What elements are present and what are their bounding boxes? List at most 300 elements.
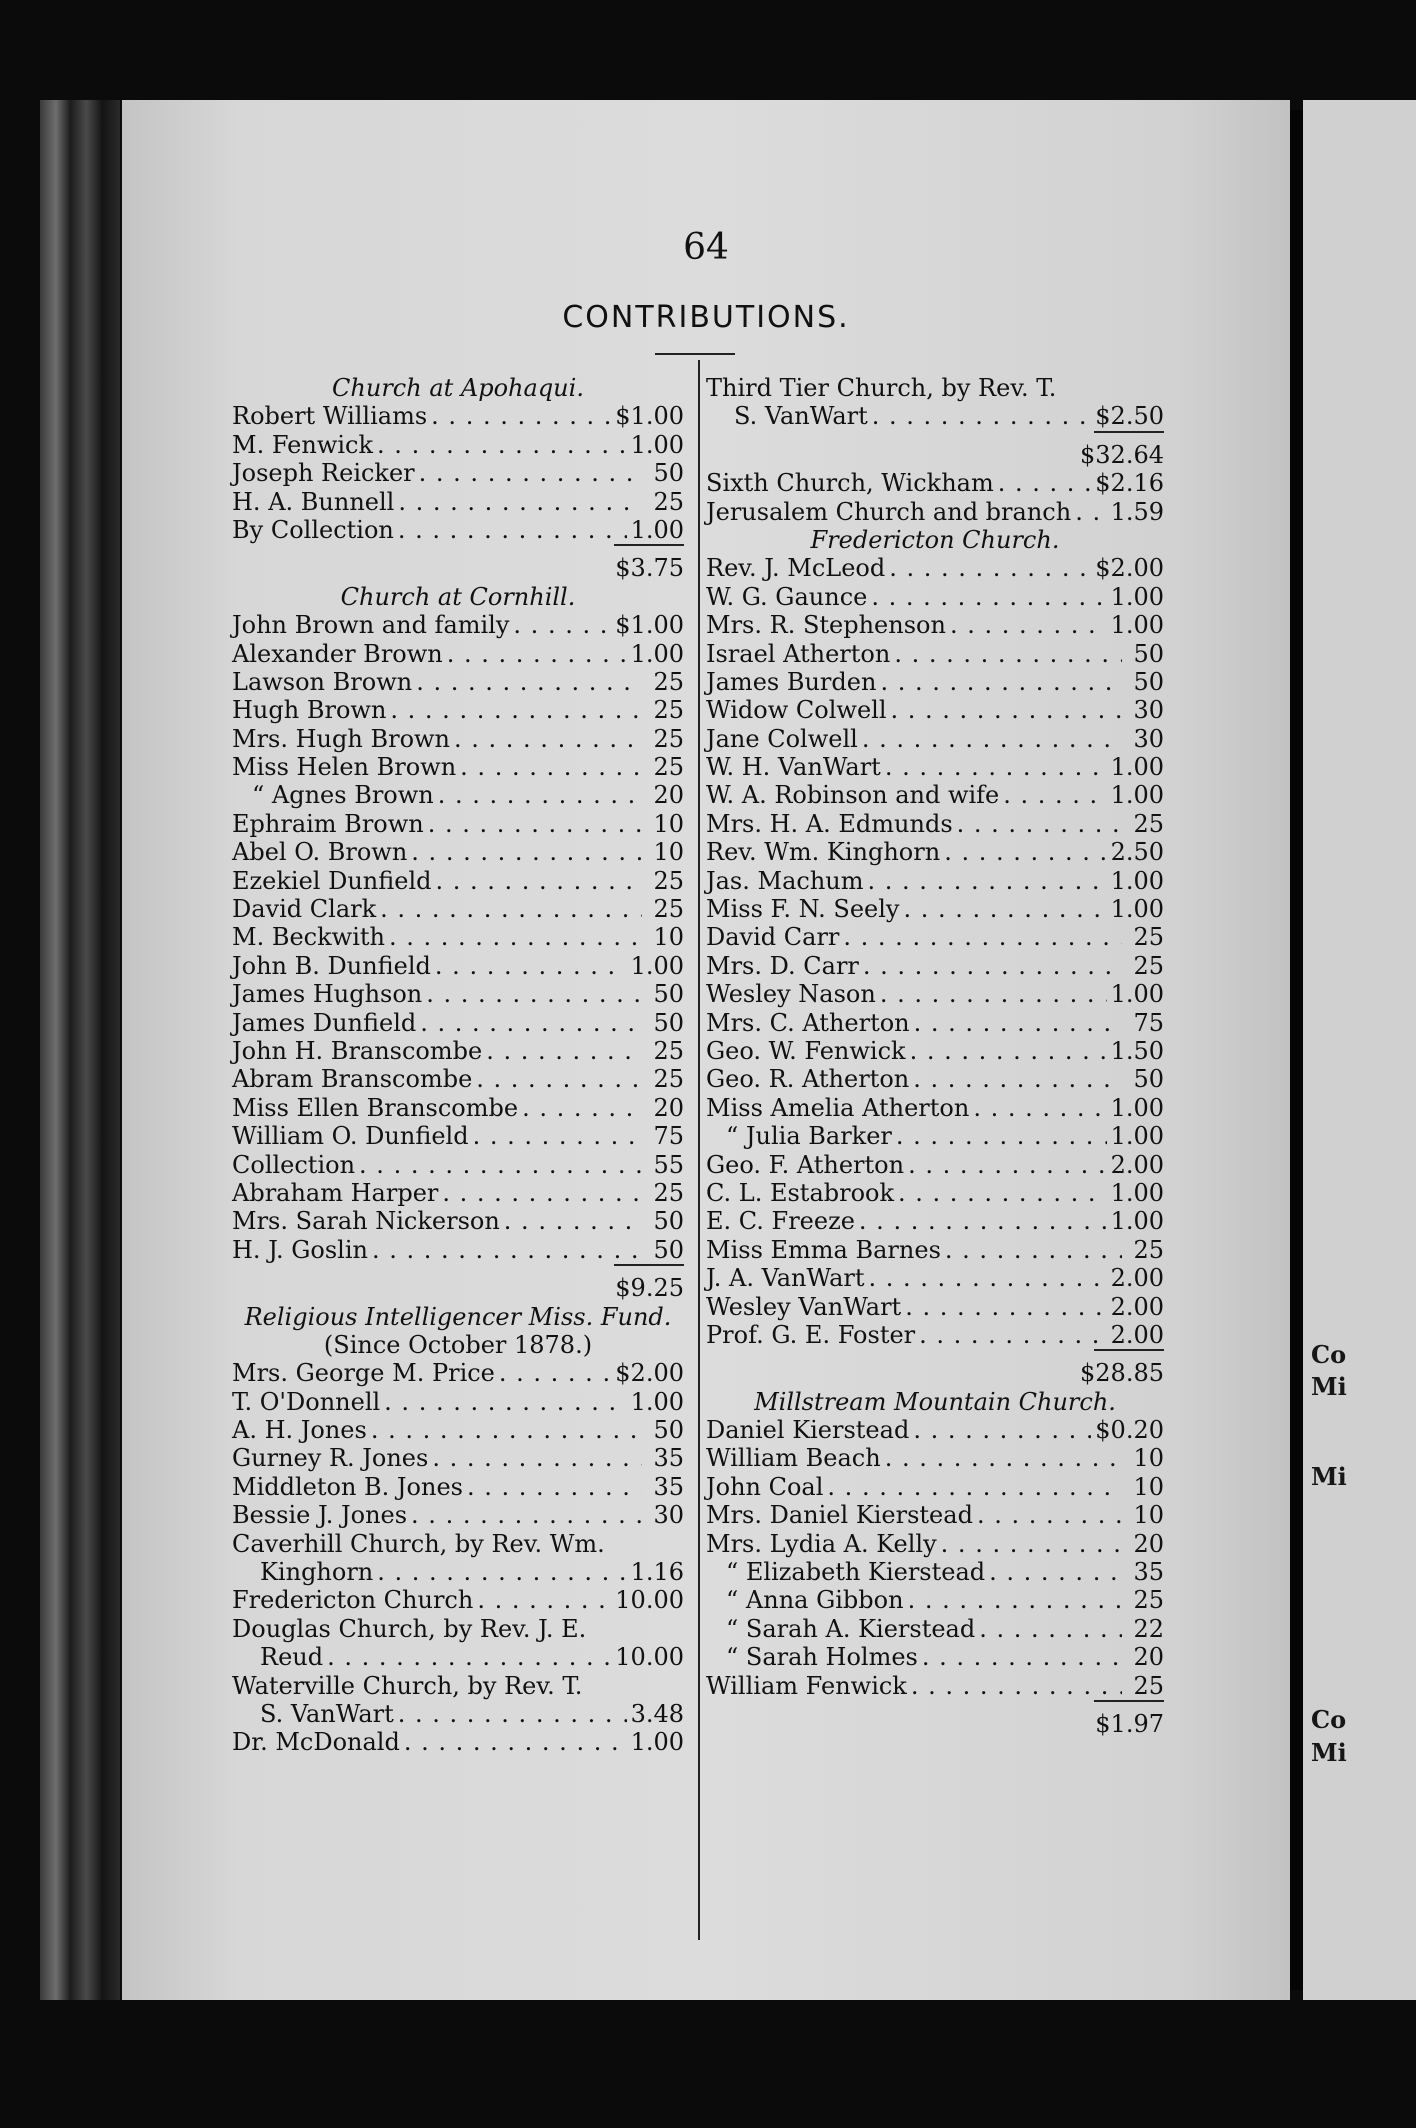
item-name: Abel O. Brown <box>232 838 408 867</box>
item-name: Miss Emma Barnes <box>706 1235 941 1264</box>
item-amount: 22 <box>1133 1614 1164 1643</box>
item-amount: 1.00 <box>1110 980 1164 1009</box>
item-name: J. A. VanWart <box>706 1264 865 1293</box>
column-divider <box>698 360 700 1940</box>
item-name: Israel Atherton <box>706 639 891 668</box>
apohaqui-total-rule <box>614 544 684 554</box>
leader-dots <box>945 1236 1122 1264</box>
item-amount: 25 <box>653 724 684 753</box>
leader-dots <box>871 583 1106 611</box>
leader-dots <box>905 1293 1106 1321</box>
item-amount: 50 <box>653 1235 684 1264</box>
list-item <box>706 1672 1164 1700</box>
leader-dots <box>891 696 1123 724</box>
list-item <box>706 1293 1164 1321</box>
leader-dots <box>436 867 643 895</box>
list-item <box>706 554 1164 582</box>
item-amount: 1.00 <box>630 430 684 459</box>
leader-dots <box>910 1037 1107 1065</box>
list-item <box>232 923 684 951</box>
item-name: Douglas Church, by Rev. J. E. <box>232 1614 587 1643</box>
item-name: Third Tier Church, by Rev. T. <box>706 374 1057 402</box>
item-amount: 1.59 <box>1110 497 1164 526</box>
item-amount: 2.50 <box>1110 838 1164 867</box>
item-amount: 20 <box>653 781 684 810</box>
list-item <box>706 895 1164 923</box>
leader-dots <box>389 923 642 951</box>
leader-dots <box>872 402 1092 430</box>
leader-dots <box>913 1416 1091 1444</box>
left-column <box>232 374 684 1757</box>
cornhill-list <box>232 611 684 1264</box>
item-amount: 1.00 <box>1110 1122 1164 1151</box>
item-name: Prof. G. E. Foster <box>706 1320 916 1349</box>
list-item <box>232 1643 684 1671</box>
list-item <box>232 402 684 430</box>
section-heading-millstream: Millstream Mountain Church. <box>754 1387 1116 1416</box>
leader-dots <box>398 488 642 516</box>
item-name: David Carr <box>706 923 840 952</box>
list-item <box>706 1009 1164 1037</box>
item-amount: 1.00 <box>1110 866 1164 895</box>
leader-dots <box>859 1207 1107 1235</box>
item-name: Jerusalem Church and branch <box>706 497 1072 526</box>
leader-dots <box>476 1065 642 1093</box>
item-amount: $2.50 <box>1095 402 1164 431</box>
item-amount: 35 <box>653 1444 684 1473</box>
leader-dots <box>499 1359 611 1387</box>
right-column <box>706 374 1164 1738</box>
list-item <box>232 1416 684 1444</box>
leader-dots <box>377 431 627 459</box>
item-amount: $0.20 <box>1095 1416 1164 1445</box>
book-spine-edge <box>40 100 120 2000</box>
item-name: Geo. F. Atherton <box>706 1150 905 1179</box>
item-name: Ephraim Brown <box>232 809 424 838</box>
leader-dots <box>880 980 1107 1008</box>
item-name: Kinghorn <box>260 1558 374 1587</box>
item-name: Mrs. H. A. Edmunds <box>706 809 953 838</box>
list-item <box>232 1501 684 1529</box>
list-item <box>232 838 684 866</box>
leader-dots <box>522 1094 642 1122</box>
leader-dots <box>880 668 1122 696</box>
list-item <box>232 1009 684 1037</box>
item-name: “ Anna Gibbon <box>726 1586 904 1615</box>
leader-dots <box>411 1501 642 1529</box>
leader-dots <box>919 1321 1106 1349</box>
fredericton-total: $28.85 <box>1080 1359 1164 1388</box>
item-amount: 1.00 <box>630 515 684 544</box>
list-item <box>232 640 684 668</box>
item-amount: 50 <box>1133 667 1164 696</box>
list-item <box>232 980 684 1008</box>
apohaqui-list <box>232 402 684 544</box>
list-item <box>706 1558 1164 1586</box>
list-item <box>706 1179 1164 1207</box>
list-item <box>232 1586 684 1614</box>
item-name: Rev. J. McLeod <box>706 554 886 583</box>
leader-dots <box>473 1122 642 1150</box>
leader-dots <box>1075 498 1106 526</box>
leader-dots <box>438 781 642 809</box>
item-name: Bessie J. Jones <box>232 1501 408 1530</box>
leader-dots <box>404 1728 627 1756</box>
leader-dots <box>977 1501 1122 1529</box>
item-name: Fredericton Church <box>232 1586 474 1615</box>
third-tier-total-rule <box>1094 431 1164 441</box>
leader-dots <box>428 810 642 838</box>
list-item <box>706 1264 1164 1292</box>
list-item <box>232 867 684 895</box>
item-name: William Beach <box>706 1444 881 1473</box>
item-amount: 25 <box>1133 1235 1164 1264</box>
item-name: Ezekiel Dunfield <box>232 866 432 895</box>
list-item <box>232 459 684 487</box>
item-amount: 25 <box>1133 1671 1164 1700</box>
item-amount: 1.00 <box>1110 781 1164 810</box>
list-item <box>706 725 1164 753</box>
leader-dots <box>467 1473 642 1501</box>
item-amount: 10.00 <box>615 1586 684 1615</box>
fredericton-list <box>706 554 1164 1349</box>
item-amount: 50 <box>653 1416 684 1445</box>
item-amount: 10 <box>1133 1501 1164 1530</box>
item-name: Lawson Brown <box>232 667 413 696</box>
leader-dots <box>411 838 642 866</box>
leader-dots <box>868 867 1107 895</box>
item-amount: 50 <box>653 1207 684 1236</box>
item-name: John H. Branscombe <box>232 1036 483 1065</box>
leader-dots <box>885 753 1107 781</box>
list-item <box>232 1388 684 1416</box>
leader-dots <box>904 895 1107 923</box>
list-item <box>232 810 684 838</box>
list-item <box>232 1530 684 1558</box>
item-name: Mrs. George M. Price <box>232 1359 495 1388</box>
leader-dots <box>460 753 642 781</box>
list-item <box>232 668 684 696</box>
item-amount: $1.00 <box>615 402 684 431</box>
item-name: “ Agnes Brown <box>252 781 434 810</box>
item-amount: $1.00 <box>615 611 684 640</box>
list-item <box>232 1444 684 1472</box>
item-amount: 3.48 <box>630 1699 684 1728</box>
item-amount: 75 <box>1133 1008 1164 1037</box>
leader-dots <box>898 1179 1107 1207</box>
leader-dots <box>447 640 627 668</box>
leader-dots <box>435 952 627 980</box>
list-item <box>232 1179 684 1207</box>
leader-dots <box>431 402 611 430</box>
list-item <box>706 1615 1164 1643</box>
leader-dots <box>957 810 1122 838</box>
list-item <box>232 1065 684 1093</box>
list-item <box>232 611 684 639</box>
leader-dots <box>419 459 642 487</box>
leader-dots <box>973 1094 1106 1122</box>
item-name: Joseph Reicker <box>232 459 415 488</box>
list-item <box>706 611 1164 639</box>
item-amount: 1.00 <box>630 951 684 980</box>
item-amount: 25 <box>653 753 684 782</box>
item-name: Mrs. D. Carr <box>706 951 859 980</box>
item-name: Reud <box>260 1643 324 1672</box>
item-name: John B. Dunfield <box>232 951 431 980</box>
leader-dots <box>914 1009 1122 1037</box>
item-amount: $2.16 <box>1095 469 1164 498</box>
list-item <box>706 1530 1164 1558</box>
leader-dots <box>420 1009 642 1037</box>
item-name: E. C. Freeze <box>706 1207 855 1236</box>
item-name: Jas. Machum <box>706 866 864 895</box>
item-amount: 35 <box>653 1472 684 1501</box>
list-item <box>232 1151 684 1179</box>
item-name: Mrs. C. Atherton <box>706 1008 910 1037</box>
adjacent-page-text: Co <box>1311 1705 1347 1734</box>
item-amount: 1.16 <box>630 1558 684 1587</box>
leader-dots <box>384 1388 626 1416</box>
list-item <box>706 696 1164 724</box>
item-name: T. O'Donnell <box>232 1387 381 1416</box>
item-amount: 2.00 <box>1110 1320 1164 1349</box>
item-name: Sixth Church, Wickham <box>706 469 994 498</box>
list-item <box>706 1501 1164 1529</box>
item-amount: 30 <box>1133 696 1164 725</box>
item-name: A. H. Jones <box>232 1416 367 1445</box>
list-item <box>706 1416 1164 1444</box>
item-name: Miss Amelia Atherton <box>706 1093 970 1122</box>
leader-dots <box>979 1615 1122 1643</box>
item-name: S. VanWart <box>734 402 868 431</box>
list-item <box>706 1444 1164 1472</box>
item-amount: $2.00 <box>615 1359 684 1388</box>
list-item <box>232 1473 684 1501</box>
list-item <box>706 469 1164 497</box>
item-amount: 50 <box>653 980 684 1009</box>
item-amount: 1.00 <box>1110 1178 1164 1207</box>
item-name: Gurney R. Jones <box>232 1444 429 1473</box>
item-name: By Collection <box>232 515 394 544</box>
item-amount: 2.00 <box>1110 1150 1164 1179</box>
item-name: Miss Helen Brown <box>232 753 457 782</box>
item-name: Caverhill Church, by Rev. Wm. <box>232 1529 605 1558</box>
item-amount: 1.00 <box>1110 1093 1164 1122</box>
section-heading-fredericton: Fredericton Church. <box>810 525 1060 554</box>
list-item <box>706 1094 1164 1122</box>
leader-dots <box>896 1122 1107 1150</box>
apohaqui-total: $3.75 <box>615 554 684 583</box>
list-item <box>232 1558 684 1586</box>
item-name: W. H. VanWart <box>706 753 881 782</box>
list-item <box>232 431 684 459</box>
leader-dots <box>372 1236 642 1264</box>
item-name: Wesley VanWart <box>706 1292 902 1321</box>
item-name: Middleton B. Jones <box>232 1472 463 1501</box>
item-amount: 25 <box>653 866 684 895</box>
list-item <box>232 696 684 724</box>
list-item <box>232 725 684 753</box>
leader-dots <box>442 1179 642 1207</box>
cornhill-total: $9.25 <box>615 1274 684 1303</box>
intelligencer-list <box>232 1359 684 1529</box>
list-item <box>232 895 684 923</box>
leader-dots <box>486 1037 642 1065</box>
section-heading-intelligencer: Religious Intelligencer Miss. Fund. <box>244 1302 672 1331</box>
item-amount: 25 <box>653 1178 684 1207</box>
item-name: Waterville Church, by Rev. T. <box>232 1671 583 1700</box>
item-amount: 25 <box>653 1036 684 1065</box>
list-item <box>232 516 684 544</box>
item-amount: 10.00 <box>615 1643 684 1672</box>
fredericton-total-rule <box>1094 1349 1164 1359</box>
item-name: Geo. W. Fenwick <box>706 1036 906 1065</box>
item-amount: 10 <box>653 923 684 952</box>
item-name: W. G. Gaunce <box>706 582 868 611</box>
list-item <box>232 1615 684 1643</box>
list-item <box>232 781 684 809</box>
adjacent-page-text: Co <box>1311 1340 1347 1369</box>
leader-dots <box>359 1151 642 1179</box>
item-name: Robert Williams <box>232 402 428 431</box>
list-item <box>232 753 684 781</box>
item-name: Collection <box>232 1150 356 1179</box>
millstream-total-rule <box>1094 1700 1164 1710</box>
list-item <box>232 1359 684 1387</box>
list-item <box>706 923 1164 951</box>
list-item <box>706 980 1164 1008</box>
list-item <box>706 1321 1164 1349</box>
list-item <box>706 753 1164 781</box>
item-amount: 25 <box>1133 951 1164 980</box>
item-name: Miss Ellen Branscombe <box>232 1093 519 1122</box>
leader-dots <box>432 1444 642 1472</box>
list-item <box>232 952 684 980</box>
list-item <box>706 838 1164 866</box>
item-amount: 1.00 <box>630 639 684 668</box>
item-name: David Clark <box>232 895 377 924</box>
item-amount: 10 <box>653 809 684 838</box>
leader-dots <box>327 1643 611 1671</box>
leader-dots <box>398 516 627 544</box>
item-amount: 2.00 <box>1110 1264 1164 1293</box>
item-name: William O. Dunfield <box>232 1122 469 1151</box>
item-amount: 30 <box>1133 724 1164 753</box>
leader-dots <box>371 1416 642 1444</box>
item-name: Mrs. Sarah Nickerson <box>232 1207 500 1236</box>
item-amount: 1.00 <box>1110 753 1164 782</box>
item-name: John Coal <box>706 1472 824 1501</box>
leader-dots <box>426 980 642 1008</box>
list-item <box>706 1122 1164 1150</box>
item-amount: 25 <box>653 667 684 696</box>
item-name: “ Julia Barker <box>726 1122 892 1151</box>
leader-dots <box>911 1672 1122 1700</box>
item-amount: 55 <box>653 1150 684 1179</box>
item-name: Widow Colwell <box>706 696 887 725</box>
adjacent-page-text: Mi <box>1311 1462 1347 1491</box>
item-name: Daniel Kierstead <box>706 1416 910 1445</box>
millstream-list <box>706 1416 1164 1700</box>
item-amount: 25 <box>653 1065 684 1094</box>
item-amount: 20 <box>1133 1643 1164 1672</box>
item-name: Abraham Harper <box>232 1178 439 1207</box>
item-amount: 20 <box>1133 1529 1164 1558</box>
item-name: John Brown and family <box>232 611 510 640</box>
list-item <box>706 1586 1164 1614</box>
item-name: Mrs. Lydia A. Kelly <box>706 1529 937 1558</box>
section-heading-apohaqui: Church at Apohaqui. <box>332 374 584 402</box>
item-amount: 25 <box>1133 923 1164 952</box>
item-name: “ Sarah A. Kierstead <box>726 1614 976 1643</box>
list-item <box>232 488 684 516</box>
leader-dots <box>504 1207 642 1235</box>
leader-dots <box>380 895 642 923</box>
page-heading: CONTRIBUTIONS. <box>562 300 850 335</box>
list-item <box>232 1122 684 1150</box>
leader-dots <box>869 1264 1107 1292</box>
item-amount: 75 <box>653 1122 684 1151</box>
leader-dots <box>863 952 1122 980</box>
list-item <box>706 781 1164 809</box>
item-amount: 50 <box>1133 1065 1164 1094</box>
list-item <box>706 1065 1164 1093</box>
list-item <box>706 583 1164 611</box>
item-name: James Burden <box>706 667 877 696</box>
item-amount: 25 <box>653 487 684 516</box>
list-item <box>232 1728 684 1756</box>
adjacent-page-fragment <box>1303 100 1416 2000</box>
item-amount: 1.50 <box>1110 1036 1164 1065</box>
item-amount: 25 <box>1133 1586 1164 1615</box>
item-amount: 1.00 <box>1110 582 1164 611</box>
leader-dots <box>862 725 1122 753</box>
item-amount: 10 <box>653 838 684 867</box>
leader-dots <box>908 1586 1122 1614</box>
leader-dots <box>1003 781 1106 809</box>
item-name: C. L. Estabrook <box>706 1178 895 1207</box>
leader-dots <box>944 838 1106 866</box>
item-name: William Fenwick <box>706 1671 907 1700</box>
item-name: W. A. Robinson and wife <box>706 781 1000 810</box>
list-item <box>706 498 1164 526</box>
adjacent-page-text: Mi <box>1311 1738 1347 1767</box>
item-amount: 1.00 <box>1110 611 1164 640</box>
item-amount: 50 <box>653 459 684 488</box>
list-item <box>706 668 1164 696</box>
list-item <box>706 810 1164 838</box>
list-item <box>706 1236 1164 1264</box>
list-item <box>706 1151 1164 1179</box>
item-name: Geo. R. Atherton <box>706 1065 910 1094</box>
item-amount: 35 <box>1133 1558 1164 1587</box>
item-name: James Hughson <box>232 980 423 1009</box>
leader-dots <box>889 554 1091 582</box>
leader-dots <box>390 696 642 724</box>
item-amount: 1.00 <box>630 1387 684 1416</box>
third-tier-total: $32.64 <box>1080 440 1164 469</box>
list-item <box>232 1672 684 1700</box>
item-name: Jane Colwell <box>706 724 858 753</box>
list-item <box>706 1643 1164 1671</box>
leader-dots <box>513 611 611 639</box>
leader-dots <box>913 1065 1122 1093</box>
item-name: “ Elizabeth Kierstead <box>726 1558 986 1587</box>
item-name: Rev. Wm. Kinghorn <box>706 838 941 867</box>
item-amount: 25 <box>1133 809 1164 838</box>
item-amount: 25 <box>653 895 684 924</box>
list-item <box>232 1207 684 1235</box>
